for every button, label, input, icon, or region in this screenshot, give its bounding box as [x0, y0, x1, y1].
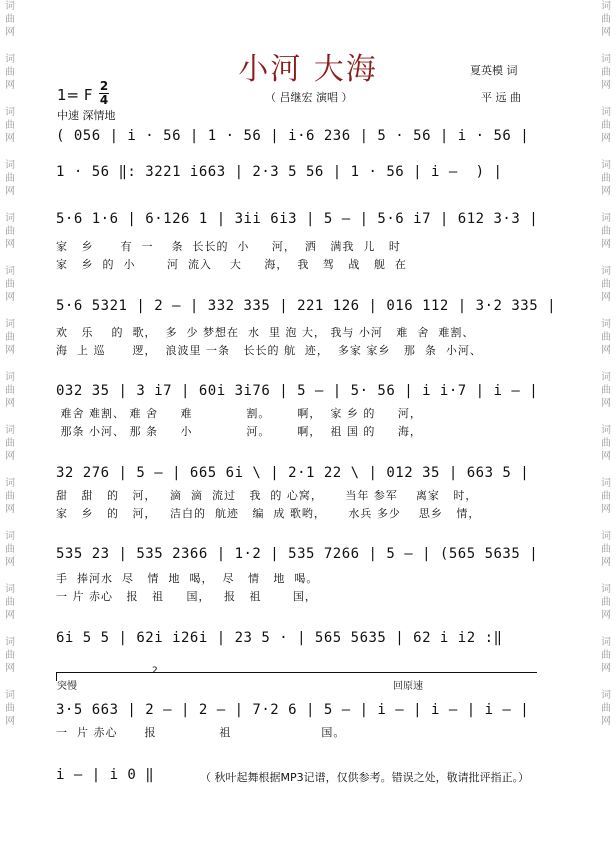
song-title: 小河 大海	[238, 52, 378, 87]
watermark-group: 词 曲 网	[601, 690, 611, 727]
watermark-group: 词 曲 网	[5, 319, 15, 356]
lyric-line-7b: 一 片 赤心 报 祖 国， 报 祖 国，	[56, 590, 317, 603]
lyric-line-3a: 家 乡 有 一 条 长长的 小 河， 洒 满我 儿 时	[56, 240, 401, 253]
lyric-line-7a: 手 捧河水 尽 情 地 喝， 尽 情 地 喝。	[56, 572, 319, 585]
notation-line-7: 535 23 | 535 2366 | 1·2 | 535 7266 | 5 – | (565 5635 |	[56, 546, 539, 562]
lyricist-credit: 夏英模 词	[470, 64, 518, 77]
watermark-group: 词 曲 网	[5, 637, 15, 674]
notation-line-6: 32 276 | 5 – | 665 6i \ | 2·1 22 \ | 012 35 | 663 5 |	[56, 465, 530, 481]
watermark-right	[598, 0, 614, 859]
lyric-line-4a: 欢 乐 的 歌， 多 少 梦想在 水 里 泡 大， 我与 小河 难 舍 难割、	[56, 326, 475, 339]
watermark-group: 词 曲 网	[601, 319, 611, 356]
watermark-group: 词 曲 网	[5, 160, 15, 197]
watermark-group: 词 曲 网	[601, 372, 611, 409]
lyric-line-5b: 那条 小河、 那 条 小 河。 啊， 祖 国 的 海，	[56, 425, 422, 438]
watermark-group: 词 曲 网	[5, 531, 15, 568]
lyric-line-9a: 一 片 赤心 报 祖 国。	[56, 726, 346, 739]
notation-line-1: ( 056 | i · 56 | 1 · 56 | i·6 236 | 5 · 56 | i · 56 |	[56, 128, 530, 144]
watermark-group: 词 曲 网	[5, 107, 15, 144]
volta-number: 2	[152, 666, 158, 676]
lyric-line-5a: 难舍 难割、 难 舍 难 割。 啊， 家 乡 的 河，	[56, 407, 422, 420]
watermark-group: 词 曲 网	[601, 531, 611, 568]
watermark-group: 词 曲 网	[601, 266, 611, 303]
tempo-marking: 中速 深情地	[57, 109, 116, 122]
watermark-group: 词 曲 网	[601, 213, 611, 250]
notation-line-2: 1 · 56 ‖: 3221 i663 | 2·3 5 56 | 1 · 56 | i – ) |	[56, 164, 503, 180]
rit-marking: 突慢	[57, 681, 77, 692]
key-signature: 1= F	[57, 86, 93, 104]
a-tempo-marking: 回原速	[393, 681, 423, 692]
notation-line-9: 3·5 663 | 2 – | 2 – | 7·2 6 | 5 – | i – | i – | i – |	[56, 702, 530, 718]
watermark-group: 词 曲 网	[601, 54, 611, 91]
notation-line-10: i – | i 0 ‖	[56, 767, 155, 783]
time-numerator: 2	[99, 79, 109, 93]
watermark-group: 词 曲 网	[601, 1, 611, 38]
watermark-left	[2, 0, 18, 859]
watermark-group: 词 曲 网	[601, 637, 611, 674]
time-denominator: 4	[99, 93, 109, 107]
notation-line-3: 5·6 1·6 | 6·126 1 | 3ii 6i3 | 5 – | 5·6 i7 | 612 3·3 |	[56, 211, 539, 227]
singer-credit: （ 吕继宏 演唱 ）	[265, 91, 353, 104]
notation-line-5: 032 35 | 3 i7 | 60i 3i76 | 5 – | 5· 56 | i i·7 | i – |	[56, 383, 539, 399]
watermark-group: 词 曲 网	[5, 1, 15, 38]
watermark-group: 词 曲 网	[5, 372, 15, 409]
watermark-group: 词 曲 网	[5, 478, 15, 515]
notation-line-4: 5·6 5321 | 2 – | 332 335 | 221 126 | 016 112 | 3·2 335 |	[56, 298, 557, 314]
watermark-group: 词 曲 网	[601, 478, 611, 515]
watermark-group: 词 曲 网	[601, 160, 611, 197]
notation-line-8: 6i 5 5 | 62i i26i | 23 5 · | 565 5635 | 62 i i2 :‖	[56, 630, 503, 646]
watermark-group: 词 曲 网	[601, 584, 611, 621]
watermark-group: 词 曲 网	[5, 266, 15, 303]
watermark-group: 词 曲 网	[5, 213, 15, 250]
lyric-line-6b: 家 乡 的 河， 洁白的 航迹 编 成 歌哟， 水兵 多少 思乡 情，	[56, 507, 481, 520]
lyric-line-3b: 家 乡 的 小 河 流入 大 海， 我 驾 战 舰 在	[56, 258, 407, 271]
time-signature	[99, 80, 109, 107]
transcription-note: （ 秋叶起舞根据MP3记谱，仅供参考。错误之处，敬请批评指正。）	[200, 771, 530, 784]
watermark-group: 词 曲 网	[601, 425, 611, 462]
volta-bracket	[56, 672, 537, 681]
lyric-line-6a: 甜 甜 的 河， 滴 滴 流过 我 的 心窝， 当年 参军 离家 时，	[56, 489, 478, 502]
watermark-group: 词 曲 网	[5, 425, 15, 462]
watermark-group: 词 曲 网	[5, 54, 15, 91]
watermark-group: 词 曲 网	[5, 584, 15, 621]
watermark-group: 词 曲 网	[5, 690, 15, 727]
watermark-group: 词 曲 网	[601, 107, 611, 144]
lyric-line-4b: 海 上 巡 逻， 浪波里 一条 长长的 航 迹， 多家 家乡 那 条 小河、	[56, 344, 482, 357]
composer-credit: 平 远 曲	[481, 91, 521, 104]
